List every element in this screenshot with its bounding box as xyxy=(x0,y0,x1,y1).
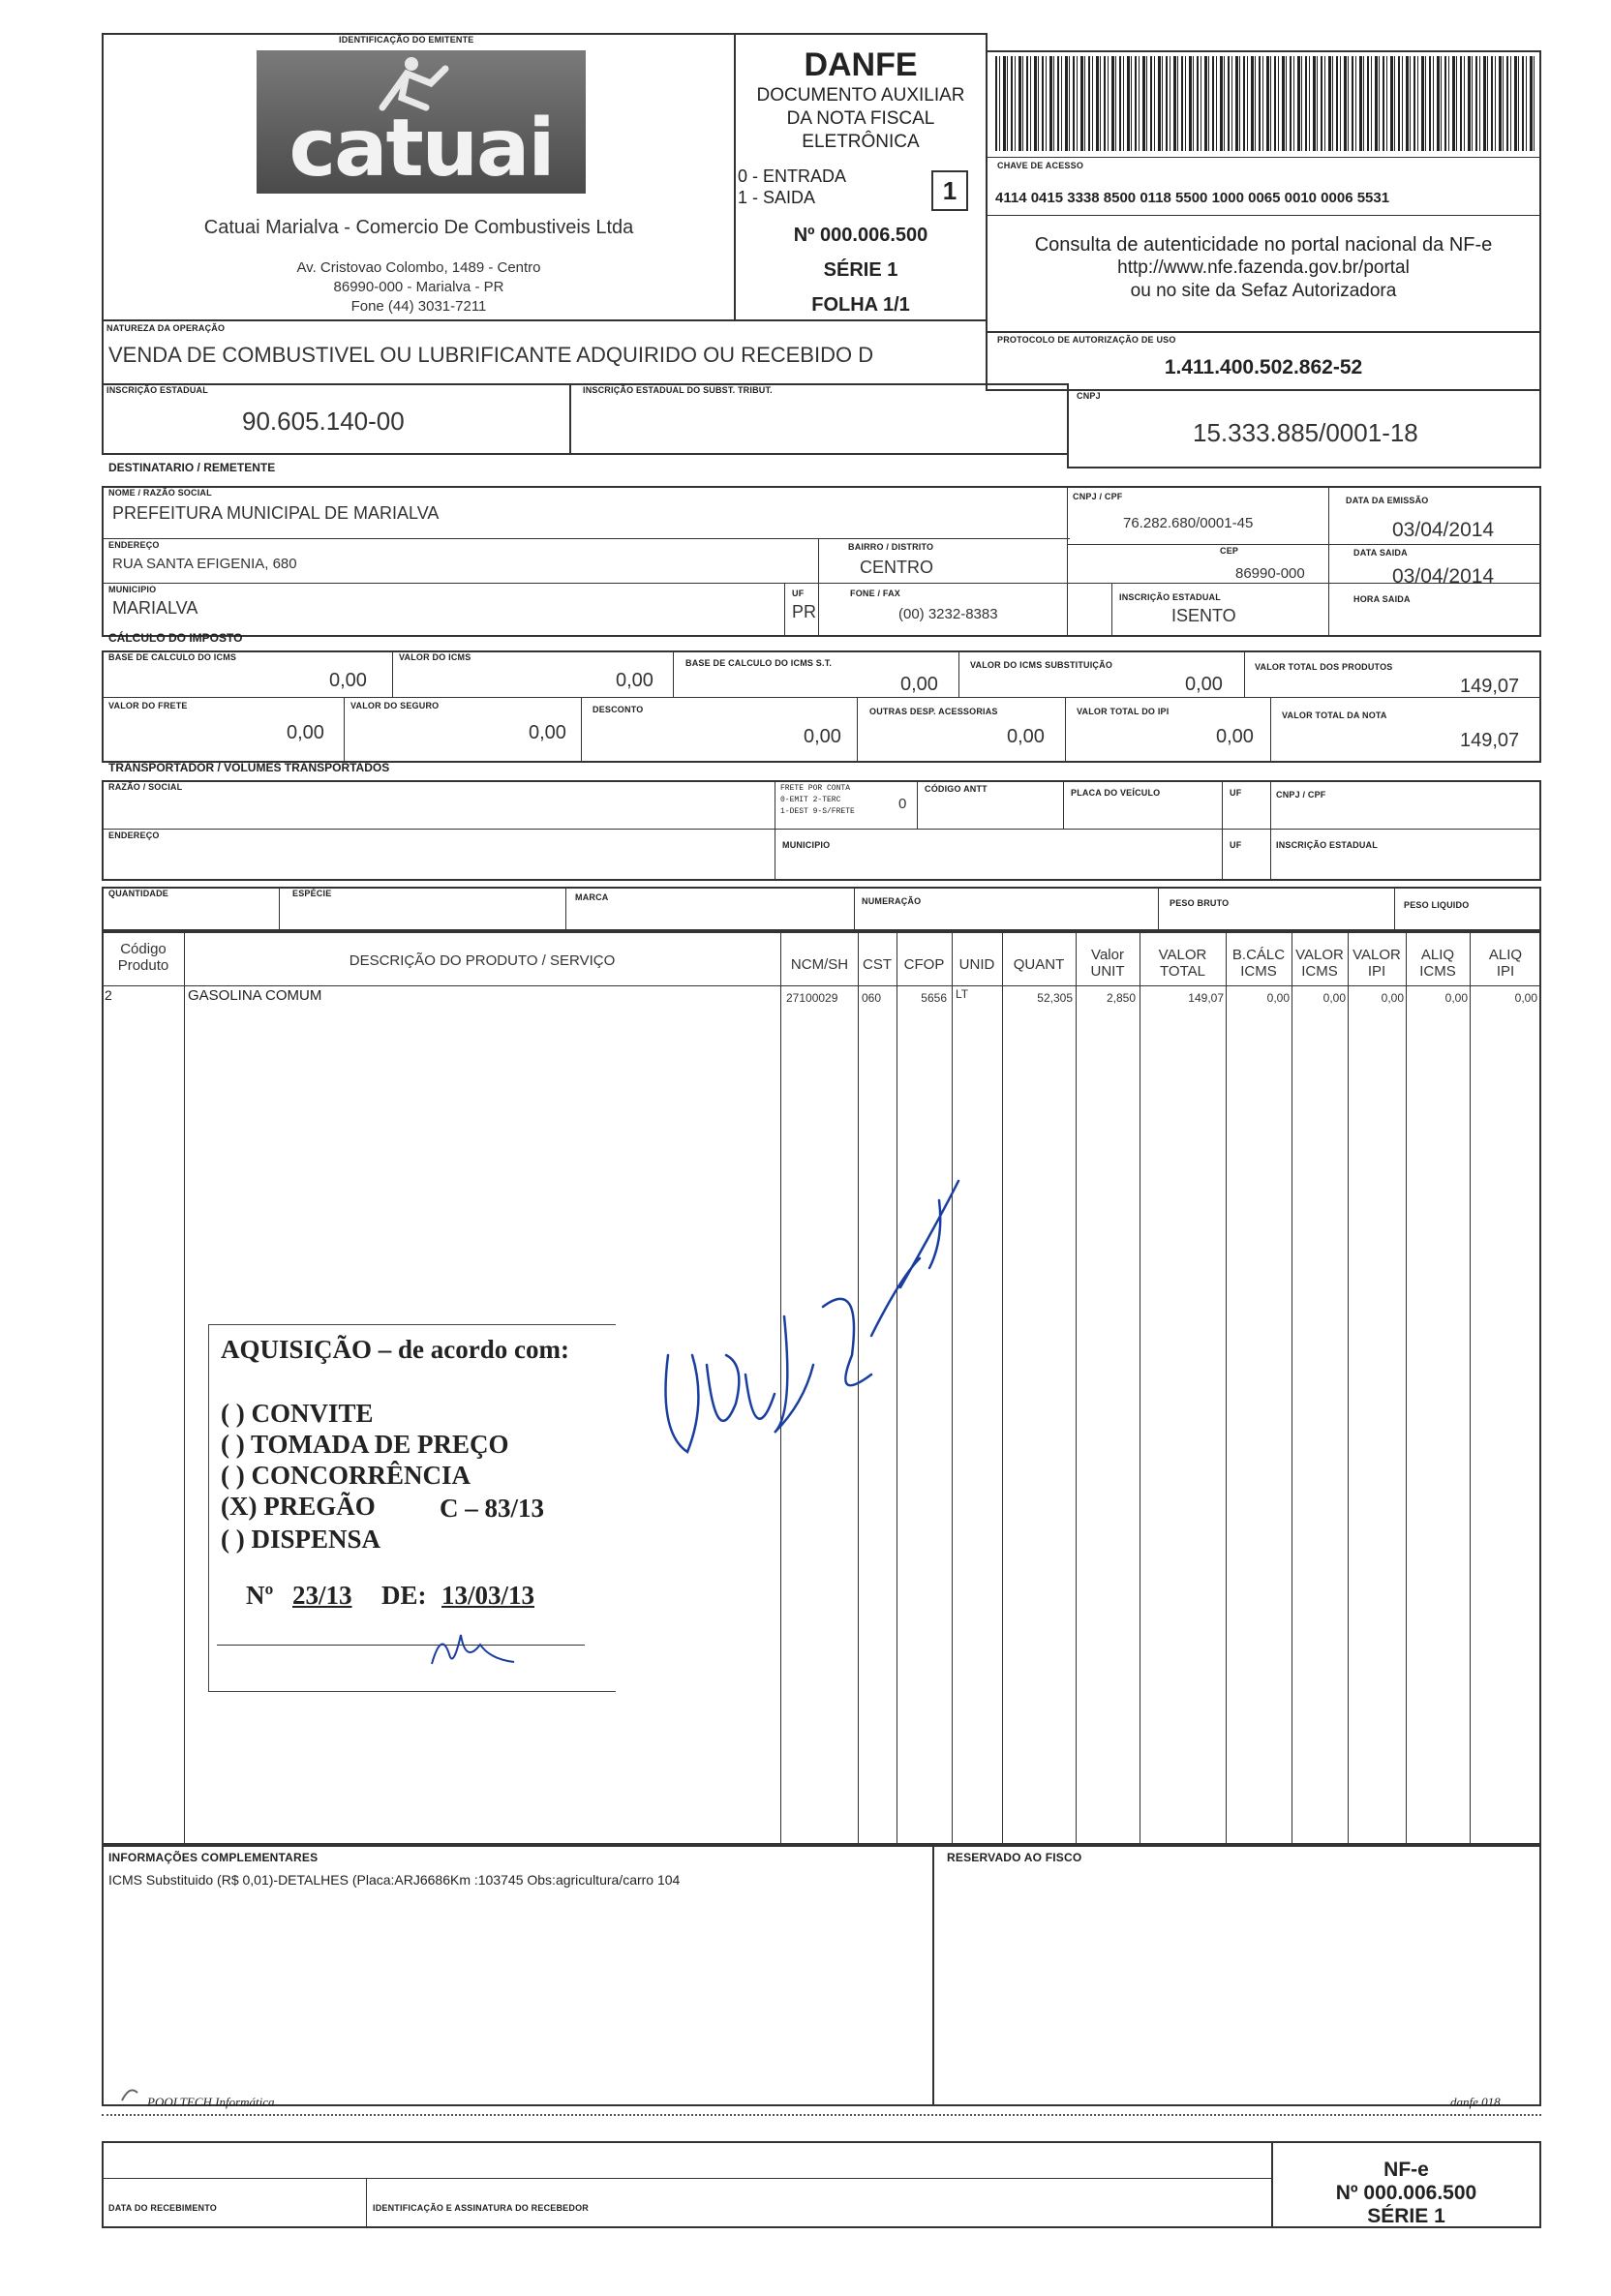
row-aipi: 0,00 xyxy=(1514,991,1537,1005)
row-quant: 52,305 xyxy=(1037,991,1073,1005)
stamp-pregao-ref: C – 83/13 xyxy=(440,1494,544,1523)
row-ncm: 27100029 xyxy=(786,991,838,1005)
software-credit: POOLTECH Informática xyxy=(147,2095,275,2109)
transp-endereco-label: ENDEREÇO xyxy=(108,831,160,840)
chave-label: CHAVE DE ACESSO xyxy=(997,161,1084,170)
recebimento-box xyxy=(102,2141,1273,2228)
danfe-folha: FOLHA 1/1 xyxy=(811,294,910,316)
company-logo xyxy=(257,50,586,194)
transp-ie-label: INSCRIÇÃO ESTADUAL xyxy=(1276,840,1378,850)
quantidade-label: QUANTIDADE xyxy=(108,889,168,898)
footer-nfe: NF-e xyxy=(1383,2159,1429,2181)
ident-recebedor-label: IDENTIFICAÇÃO E ASSINATURA DO RECEBEDOR xyxy=(373,2203,589,2213)
hdr-quant: QUANT xyxy=(1013,956,1065,973)
info-text: ICMS Substituido (R$ 0,01)-DETALHES (Placa:ARJ6686Km :103745 Obs:agricultura/carro 104 xyxy=(108,1872,681,1888)
danfe-numero: Nº 000.006.500 xyxy=(793,225,928,246)
stamp-num-prefix: Nº xyxy=(246,1581,274,1610)
dest-data-emissao-label: DATA DA EMISSÃO xyxy=(1346,496,1429,505)
total-nota-label: VALOR TOTAL DA NOTA xyxy=(1282,710,1387,720)
danfe-saida: 1 - SAIDA xyxy=(738,188,816,207)
hdr-aipi: ALIQ IPI xyxy=(1488,947,1523,980)
ipi: 0,00 xyxy=(1216,726,1254,747)
base-icms-label: BASE DE CALCULO DO ICMS xyxy=(108,652,237,662)
dest-cep-label: CEP xyxy=(1220,546,1239,556)
danfe-serie: SÉRIE 1 xyxy=(823,259,898,281)
antt-label: CÓDIGO ANTT xyxy=(925,784,988,794)
row-vtotal: 149,07 xyxy=(1188,991,1224,1005)
valor-st: 0,00 xyxy=(1185,674,1223,695)
especie-label: ESPÉCIE xyxy=(292,889,332,898)
desconto: 0,00 xyxy=(804,726,841,747)
row-vicms: 0,00 xyxy=(1322,991,1346,1005)
frete-conta-1: FRETE POR CONTA xyxy=(780,784,851,793)
seguro: 0,00 xyxy=(529,722,566,743)
dest-endereco: RUA SANTA EFIGENIA, 680 xyxy=(112,556,297,572)
dest-nome: PREFEITURA MUNICIPAL DE MARIALVA xyxy=(112,503,440,523)
dest-data-saida: 03/04/2014 xyxy=(1392,565,1495,588)
emitente-name: Catuai Marialva - Comercio De Combustiveis Ltda xyxy=(203,217,634,238)
fisco-box xyxy=(932,1845,1541,2106)
row-aicms: 0,00 xyxy=(1444,991,1468,1005)
valor-icms: 0,00 xyxy=(616,670,654,691)
hdr-bcalc: B.CÁLC ICMS xyxy=(1231,947,1286,980)
data-recebimento-label: DATA DO RECEBIMENTO xyxy=(108,2203,217,2213)
dest-ie: ISENTO xyxy=(1171,606,1236,625)
dest-nome-label: NOME / RAZÃO SOCIAL xyxy=(108,488,212,498)
danfe-subtitle-3: ELETRÔNICA xyxy=(802,132,920,152)
row-vipi: 0,00 xyxy=(1381,991,1404,1005)
base-st: 0,00 xyxy=(900,674,938,695)
pooltech-icon xyxy=(118,2081,141,2104)
dest-cnpj-label: CNPJ / CPF xyxy=(1073,492,1123,501)
emitente-address: Av. Cristovao Colombo, 1489 - Centro xyxy=(296,259,541,276)
hdr-vipi: VALOR IPI xyxy=(1353,947,1401,980)
stamp-de-prefix: DE: xyxy=(381,1581,427,1610)
stamp-opt-dispensa: ( ) DISPENSA xyxy=(221,1525,381,1554)
placa-label: PLACA DO VEÍCULO xyxy=(1071,788,1161,798)
consulta-line-1: Consulta de autenticidade no portal nacional da NF-e xyxy=(1034,234,1493,256)
consulta-line-2: http://www.nfe.fazenda.gov.br/portal xyxy=(1117,257,1410,278)
seguro-label: VALOR DO SEGURO xyxy=(350,701,440,710)
frete-conta-value: 0 xyxy=(898,796,907,812)
frete-conta-2: 0-EMIT 2-TERC xyxy=(780,796,841,804)
peso-bruto-label: PESO BRUTO xyxy=(1170,898,1230,908)
ipi-label: VALOR TOTAL DO IPI xyxy=(1077,707,1170,716)
protocolo-label: PROTOCOLO DE AUTORIZAÇÃO DE USO xyxy=(997,335,1176,345)
dest-fone-label: FONE / FAX xyxy=(850,589,901,598)
imposto-section: CÁLCULO DO IMPOSTO xyxy=(108,631,243,645)
logo-text: catuai xyxy=(289,103,554,194)
stamp-opt-pregao: (X) PREGÃO xyxy=(221,1492,376,1521)
dest-bairro: CENTRO xyxy=(860,558,933,577)
stamp-opt-convite: ( ) CONVITE xyxy=(221,1399,374,1428)
form-id: danfe.018 xyxy=(1450,2095,1501,2109)
footer-numero: Nº 000.006.500 xyxy=(1335,2182,1477,2204)
ie-label: INSCRIÇÃO ESTADUAL xyxy=(106,385,208,395)
outras: 0,00 xyxy=(1007,726,1045,747)
hdr-vtotal: VALOR TOTAL xyxy=(1158,947,1207,980)
aquisicao-stamp xyxy=(208,1324,616,1692)
row-cfop: 5656 xyxy=(921,991,947,1005)
footer-serie: SÉRIE 1 xyxy=(1367,2205,1445,2227)
dest-data-saida-label: DATA SAIDA xyxy=(1353,548,1408,558)
row-vunit: 2,850 xyxy=(1106,991,1136,1005)
hdr-aicms: ALIQ ICMS xyxy=(1419,947,1456,980)
emitente-phone: Fone (44) 3031-7211 xyxy=(350,298,487,315)
ie-st-label: INSCRIÇÃO ESTADUAL DO SUBST. TRIBUT. xyxy=(583,385,773,395)
hdr-vunit: Valor UNIT xyxy=(1090,947,1125,980)
hdr-cfop: CFOP xyxy=(903,956,945,973)
transp-uf-label: UF xyxy=(1230,788,1242,798)
dest-endereco-label: ENDEREÇO xyxy=(108,540,160,550)
destinatario-section: DESTINATARIO / REMETENTE xyxy=(108,461,276,474)
transporte-section: TRANSPORTADOR / VOLUMES TRANSPORTADOS xyxy=(108,761,390,774)
danfe-subtitle-1: DOCUMENTO AUXILIAR xyxy=(756,85,965,106)
row-codigo: 2 xyxy=(105,987,112,1003)
desconto-label: DESCONTO xyxy=(593,705,644,714)
danfe-tipo: 1 xyxy=(931,170,968,211)
dest-hora-label: HORA SAIDA xyxy=(1353,594,1411,604)
cnpj-label: CNPJ xyxy=(1077,391,1101,401)
row-cst: 060 xyxy=(862,991,882,1005)
total-prod-label: VALOR TOTAL DOS PRODUTOS xyxy=(1255,662,1393,672)
valor-st-label: VALOR DO ICMS SUBSTITUIÇÃO xyxy=(970,660,1113,670)
stamp-opt-tomada: ( ) TOMADA DE PREÇO xyxy=(221,1430,509,1459)
total-nota: 149,07 xyxy=(1460,730,1520,751)
hdr-descricao: DESCRIÇÃO DO PRODUTO / SERVIÇO xyxy=(349,952,616,969)
dest-ie-label: INSCRIÇÃO ESTADUAL xyxy=(1119,592,1221,602)
marca-label: MARCA xyxy=(575,892,609,902)
numeracao-label: NUMERAÇÃO xyxy=(862,896,922,906)
cut-line xyxy=(102,2114,1541,2116)
dest-bairro-label: BAIRRO / DISTRITO xyxy=(848,542,934,552)
hdr-cst: CST xyxy=(863,956,892,973)
dest-fone: (00) 3232-8383 xyxy=(898,606,998,622)
stamp-date: 13/03/13 xyxy=(441,1581,535,1610)
fisco-label: RESERVADO AO FISCO xyxy=(947,1851,1082,1864)
transp-razao-label: RAZÃO / SOCIAL xyxy=(108,782,183,792)
emitente-cep-city: 86990-000 - Marialva - PR xyxy=(333,279,504,295)
danfe-title: DANFE xyxy=(804,46,918,83)
frete-label: VALOR DO FRETE xyxy=(108,701,188,710)
dest-cep: 86990-000 xyxy=(1235,565,1305,582)
info-label: INFORMAÇÕES COMPLEMENTARES xyxy=(108,1851,319,1864)
hdr-unid: UNID xyxy=(958,956,995,973)
outras-label: OUTRAS DESP. ACESSORIAS xyxy=(869,707,998,716)
transp-cnpj-label: CNPJ / CPF xyxy=(1276,790,1326,800)
dest-uf-label: UF xyxy=(792,589,805,598)
handwritten-signature xyxy=(649,1162,978,1481)
hdr-codigo: Código Produto xyxy=(117,941,169,974)
stamp-title: AQUISIÇÃO – de acordo com: xyxy=(221,1335,569,1364)
consulta-line-3: ou no site da Sefaz Autorizadora xyxy=(1130,281,1397,301)
protocolo-value: 1.411.400.502.862-52 xyxy=(1164,356,1363,378)
dest-municipio: MARIALVA xyxy=(112,598,198,618)
dest-cnpj: 76.282.680/0001-45 xyxy=(1123,515,1254,531)
row-bcalc: 0,00 xyxy=(1266,991,1290,1005)
frete-conta-3: 1-DEST 9-S/FRETE xyxy=(780,807,855,816)
stamp-opt-concorrencia: ( ) CONCORRÊNCIA xyxy=(221,1461,471,1490)
hdr-vicms: VALOR ICMS xyxy=(1295,947,1344,980)
emitente-section-label: IDENTIFICAÇÃO DO EMITENTE xyxy=(339,35,474,45)
row-unid: LT xyxy=(956,987,969,1001)
base-icms: 0,00 xyxy=(329,670,367,691)
danfe-subtitle-2: DA NOTA FISCAL xyxy=(786,108,935,129)
cnpj-value: 15.333.885/0001-18 xyxy=(1193,418,1418,447)
danfe-entrada: 0 - ENTRADA xyxy=(738,166,847,186)
natureza-value: VENDA DE COMBUSTIVEL OU LUBRIFICANTE ADQUIRIDO OU RECEBIDO D xyxy=(108,343,874,367)
valor-icms-label: VALOR DO ICMS xyxy=(399,652,471,662)
row-descricao: GASOLINA COMUM xyxy=(188,987,322,1004)
transp-municipio-label: MUNICIPIO xyxy=(782,840,831,850)
natureza-label: NATUREZA DA OPERAÇÃO xyxy=(106,323,226,333)
hdr-ncm: NCM/SH xyxy=(790,956,849,973)
frete: 0,00 xyxy=(287,722,324,743)
stamp-initials-signature xyxy=(422,1625,538,1674)
ie-value: 90.605.140-00 xyxy=(242,407,405,436)
barcode xyxy=(995,56,1535,151)
dest-uf: PR xyxy=(792,602,817,621)
dest-data-emissao: 03/04/2014 xyxy=(1392,519,1495,541)
dest-municipio-label: MUNICIPIO xyxy=(108,585,157,594)
stamp-num: 23/13 xyxy=(292,1581,352,1610)
peso-liquido-label: PESO LIQUIDO xyxy=(1404,900,1470,910)
transp-uf2-label: UF xyxy=(1230,840,1242,850)
base-st-label: BASE DE CALCULO DO ICMS S.T. xyxy=(685,658,833,668)
chave-value: 4114 0415 3338 8500 0118 5500 1000 0065 0010 0006 5531 xyxy=(995,190,1390,206)
total-prod: 149,07 xyxy=(1460,676,1520,697)
